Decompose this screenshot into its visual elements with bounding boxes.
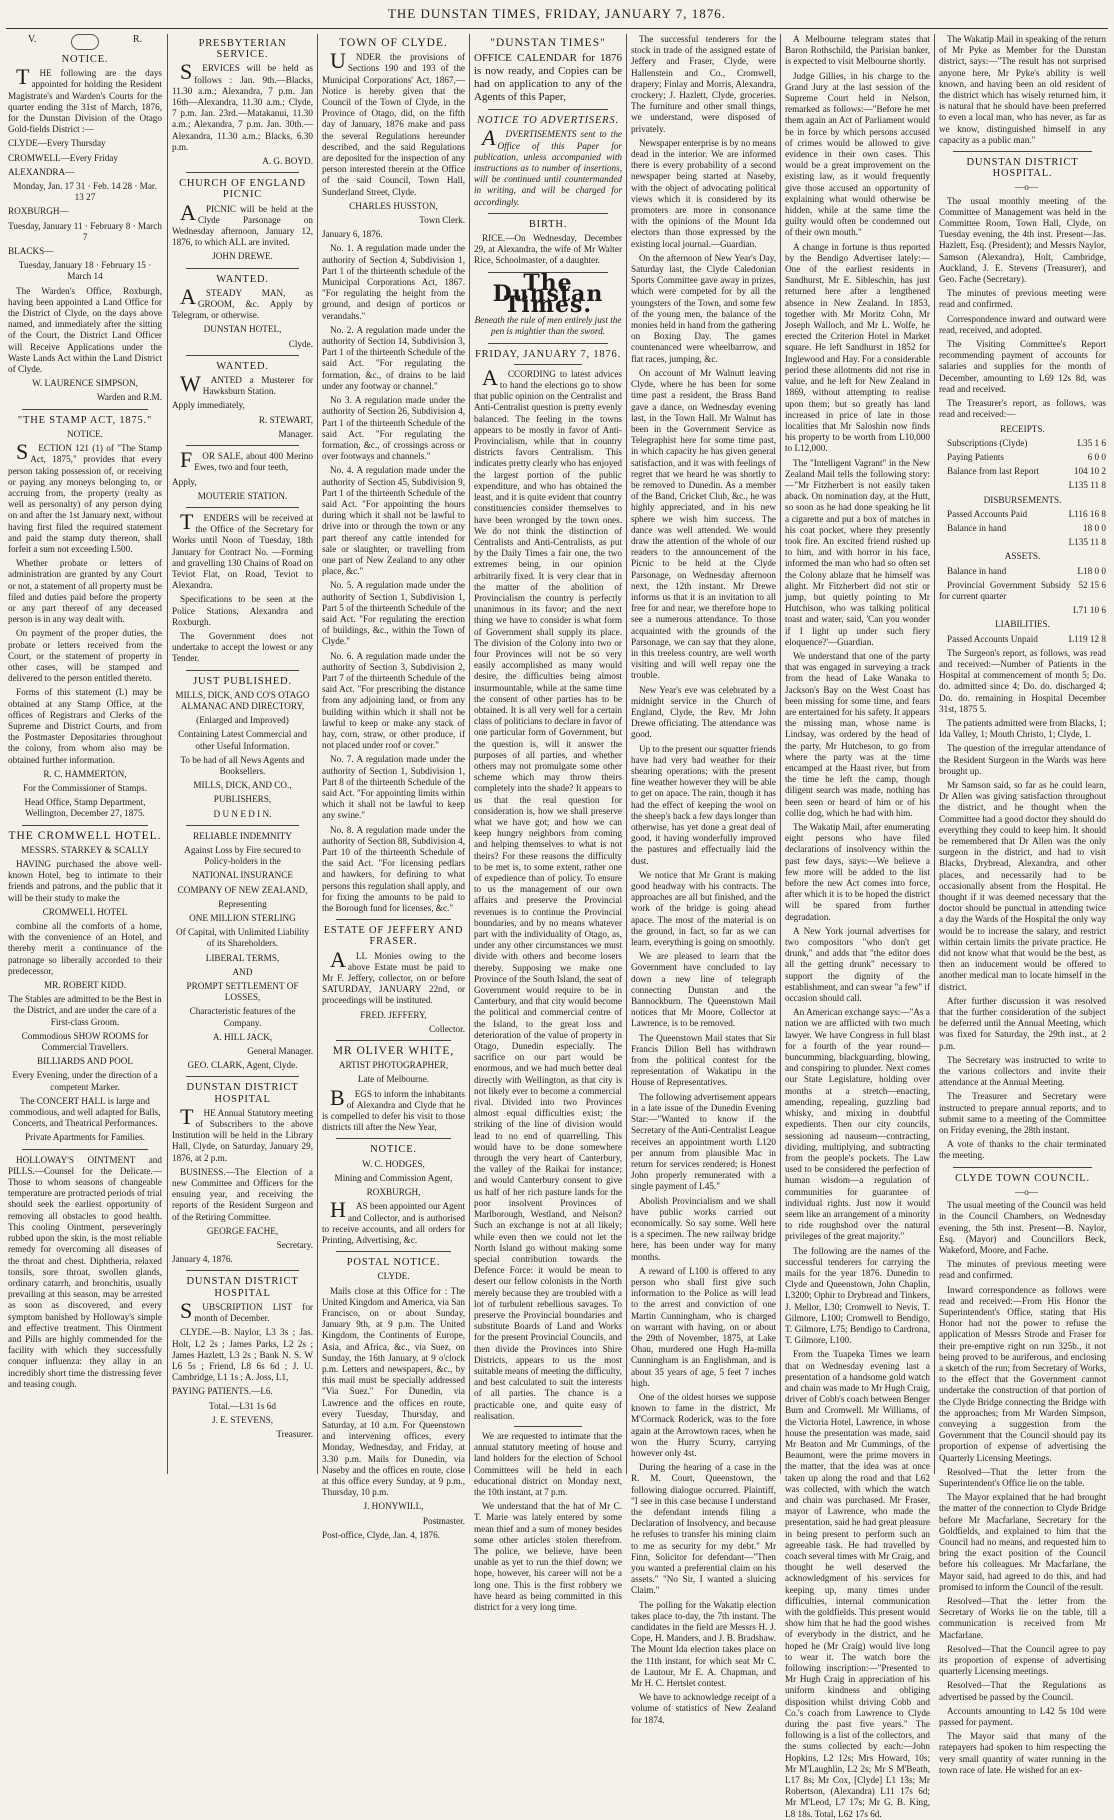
subscription-role: Treasurer. <box>276 1428 313 1439</box>
holloway-advert: HOLLOWAY'S OINTMENT and PILLS.—Counsel for the Delicate.—Those to whom seasons of changeable temperature are protracted periods of trial should seek the earliest opportunity of removing all obstacles to good health. This cooling Ointment, perseveringly rubbed upon the skin, is the most reliable remedy for overcoming all diseases of the throat and chest. Diphtheria, relaxed tonsils, sore throat, swollen glands, ordinary catarrh, and bronchitis, usually prevailing at this season, may be arrested as soon as discovered, and every symptom banished by Holloway's simple and effective treatment. This Ointment and Pills are highly commended for the facility with which they successfully conquer influenza: they allay in an incredibly short time the distressing fever and teasing cough. <box>8 1154 162 1389</box>
news-paragraph: On the afternoon of New Year's Day, Saturday last, the Clyde Caledonian Sports Committee gave away in prizes, which were competed for by all the youngsters of the Town, and some few of the young men, the balance of the monies held in hand from the gathering on Boxing Day. The games countenanced were wheelbarrow, and flat races, jumping, &c. <box>631 252 776 364</box>
hotel-paragraph: combine all the comforts of a home, with the convenience of an Hotel, and thereby merit a continuance of the patronage so liberally accorded to their predecessor, <box>8 921 162 976</box>
council-heading: CLYDE TOWN COUNCIL. <box>955 1172 1090 1184</box>
news-paragraph: New Year's eve was celebrated by a midnight service in the Church of England, Clyde, the Rev. Mr John Drewe officiating. The attendance was good. <box>631 684 776 740</box>
column-1 <box>4 34 166 1474</box>
photographer-role: ARTIST PHOTOGRAPHER, <box>338 1060 449 1071</box>
news-paragraph: On account of Mr Walnutt leaving Clyde, where he has been for some time past a resident, the Brass Band gave a dance, on Wednesday evening last, in the Town Hall. Mr Walnut has been in the Government Service as Telegraphist here for some time past, in which capacity he has given general satisfaction, and it was with feelings of regret that we heard he was shortly to be removed to Dunedin. As a member of the Band, Cricket Club, &c., he was highly appreciated, and in his new sphere we wish him success. The dance was well attended. We would draw the attention of the whole of our readers to the announcement of the Picnic to be held at the Clyde Parsonage, on Wednesday afternoon next, the 12th instant. Mr Drewe informs us that it is an invitation to all free for and near, we therefore hope to see a numerous attendance. To those acquainted with the grounds of the Parsonage, we can say that they alone, in this treeless country, are well worth visiting and will well repay one the trouble. <box>631 367 776 681</box>
published-paragraph: Containing Latest Commercial and other Useful Information. <box>178 729 307 751</box>
divider <box>22 1149 148 1150</box>
council-paragraph: Resolved—That the Regulations as advertised be passed by the Council. <box>939 1680 1106 1702</box>
hospital-heading: DUNSTAN DISTRICT HOSPITAL <box>186 1082 299 1105</box>
picnic-heading: CHURCH OF ENGLAND PICNIC <box>179 178 306 201</box>
divider <box>336 1138 451 1139</box>
subscription-body: SUBSCRIPTION LIST for month of December. <box>180 1297 313 1324</box>
stamp-signature: R. C. HAMMERTON, <box>43 768 127 779</box>
postal-heading: POSTAL NOTICE. <box>346 1257 441 1269</box>
divider <box>186 670 299 671</box>
calendar-heading: "DUNSTAN TIMES" <box>490 37 606 49</box>
receipts-heading: RECEIPTS. <box>1000 423 1045 434</box>
council-paragraph: The Mayor explained that he had brought the matter of the connection to Clyde Bridge before Mr Macfarlane, Secretary for the Goldfields, and explained to him that the Council had no means, and requested him to bring the exact position of the Council before his colleagues. Mr Macfarlane, the Mayor said, had agreed to do this, and had promised to inform the Council of the result. <box>939 1492 1106 1592</box>
hospital-date: January 4, 1876. <box>172 1254 233 1265</box>
tenders-body: TENDERS will be received at the Office of the Secretary for Works until Noon of Tuesday, 18th January for Contract No. —Forming and gravelling 130 Chains of Road on Teviot Flat, on Road, Teviot to Alexandra. <box>172 508 313 591</box>
insurance-name-2: COMPANY OF NEW ZEALAND, <box>177 884 308 895</box>
stamp-signature-role: For the Commissioner of Stamps. <box>23 782 147 793</box>
hospital-report-paragraph: The Treasurer's report, as follows, was read and received:— <box>939 398 1106 420</box>
account-label: Balance in hand <box>947 565 1007 576</box>
warden-body: The Warden's Office, Roxburgh, having been appointed a Land Office for the District of Clyde, on the days above named, and immediately after the sitting of the Court, the District Land Officer will Receive Applications under the Waste Lands Act within the Land District of Clyde. <box>8 285 162 375</box>
council-paragraph: The minutes of previous meeting were read and confirmed. <box>939 1259 1106 1281</box>
insurance-prompt: PROMPT SETTLEMENT OF LOSSES, <box>186 981 299 1003</box>
presbyterian-signature: A. G. BOYD. <box>262 156 313 167</box>
news-paragraph: We are pleased to learn that the Government have concluded to lay down a new line of telegraph connecting Dunstan and the Bannockburn. The Queenstown Mail notices that Mr Moore, Collector at Lawrence, is to be removed. <box>631 951 776 1029</box>
hotel-heading: THE CROMWELL HOTEL. <box>8 829 162 842</box>
account-label: Provincial Government Subsidy for current quarter <box>939 579 1071 601</box>
wanted-role: Manager. <box>278 428 313 439</box>
picnic-signature: JOHN DREWE. <box>212 251 273 262</box>
insurance-terms: LIBERAL TERMS, <box>205 952 280 963</box>
news-paragraph: From the Tuapeka Times we learn that on Wednesday evening last a presentation of a handsome gold watch and chain was made to Mr Hugh Craig, driver of Cobb's coach between Benger Burn and Cromwell. Mr Williams, of the Victoria Hotel, Lawrence, in whose house the presentation was made, said Mr Beaton and Mr Cummings, of the Beaumont, were the prime movers in the matter, that the idea was at once taken up along the road and that L62 was collected, with which the watch and chain was purchased. Mr Fraser, mayor of Lawrence, who made the presentation, said he had great pleasure in being present to perform such an agreeable task. He had travelled by coach several times with Mr Craig, and thought he well deserved the acknowledgment of his services for keeping up, many times under difficulties, internal communication with the goldfields. This present would show him that he had the good wishes of everybody in the district, and he hoped he (Mr Craig) would live long to wear it. The watch bore the following inscription:—"Presented to Mr Hugh Craig in appreciation of his uniform kindness and obliging disposition whilst driving Cobb and Co.'s coach from Lawrence to Clyde during the past five years." The following is a list of the collectors, and the sums collected by each:—John Hopkins, L2 12s; Mrs Howard, 10s; Mr M'Laughlin, L2 2s; Mr S M'Beath, L17 8s; Mr Cox, [Clyde] L1 13s; Mr Robertson, (Alexandra) L11 17s 6d; Mr M'Leod, L7 17s; Mr G. B. King, L8 18s. Total, L62 17s 6d. <box>785 1349 930 1819</box>
postal-signature: J. HONYWILL, <box>363 1501 424 1512</box>
hotel-paragraph: BILLIARDS AND POOL <box>37 1056 133 1067</box>
regulation-item: No. 7. A regulation made under the authority of Section 1, Subdivision 1, Part 8 of the thirteenth Schedule of the said Act. "For appointing limits within which it shall not be lawful to keep any swine." <box>322 754 465 821</box>
account-value: 52 15 6 <box>1078 579 1106 590</box>
account-value: L116 16 8 <box>1068 508 1106 519</box>
stamp-paragraph: Forms of this statement (L) may be obtained at any Stamp Office, at the offices of Registrars and Clerks of the Supreme and District Courts, and from the Postmaster Depositaries throughout the colony, from whom also may be obtained further information. <box>8 687 162 765</box>
account-row <box>939 452 1106 463</box>
court-roxburgh-dates: Tuesday, January 11 · February 8 · March 7 <box>8 220 162 242</box>
postal-date: Post-office, Clyde, Jan. 4, 1876. <box>322 1529 440 1540</box>
column-3 <box>318 34 469 1540</box>
published-place: D U N E D I N. <box>213 808 272 819</box>
regulation-item: No. 5. A regulation made under the authority of Section 1, Subdivision 1, Part 5 of the thirteenth Schedule of the said Act. "For regulating the erection of buildings, &c., within the Town of Clyde." <box>322 580 465 647</box>
court-blacks-dates: Tuesday, January 18 · February 15 · March 14 <box>18 260 152 282</box>
divider <box>186 445 299 446</box>
council-paragraph: Inward correspondence as follows were read and received:—From His Honor the Superintendent's Office, stating that His Honor had not the power to refuse the application of Messrs Strode and Fraser for their pre-emptive right on run 325b., it not being proved to be auriferous, and enclosing a sketch of the run; from Secretary of Works, to the effect that the Government cannot undertake the construction of that portion of the Clyde Bridge connecting the Bridge with the approaches; from Mr Warden Simpson, conveying a suggestion from the Government that the Council should pay its proportion of expense of advertising the Quarterly Licensing Meetings. <box>939 1284 1106 1463</box>
account-row <box>939 466 1106 477</box>
crest-letter-r: R. <box>132 34 142 45</box>
regulation-item: No. 2. A regulation made under the authority of Section 14, Subdivision 3, Part 1 of the thirteenth Schedule of the said Act. "For regulating the formation, &c., of drains to be laid under any footway or channel." <box>322 324 465 391</box>
hotel-paragraph: Every Evening, under the direction of a competent Marker. <box>12 1070 158 1092</box>
insurance-agent: GEO. CLARK, Agent, Clyde. <box>187 1060 298 1071</box>
divider <box>336 1040 451 1041</box>
account-row <box>939 523 1106 534</box>
subscription-list: CLYDE.—B. Naylor, L3 3s ; Jas. Holt, L2 2s ; James Parks, L2 2s ; James Hazlett, L3 2s ; Bank N. S. W L6 5s ; Friend, L8 6s 6d ; J. U. Cambridge, L1 1s ; A. Joss, L1, <box>172 1327 313 1383</box>
stamp-notice-heading: NOTICE. <box>67 428 103 439</box>
account-value: L35 1 6 <box>1077 437 1106 448</box>
hotel-paragraph: Private Apartments for Families. <box>25 1132 145 1143</box>
hotel-name: CROMWELL HOTEL <box>42 906 128 917</box>
stamp-signature-place: Head Office, Stamp Department, Wellington, December 27, 1875. <box>24 797 146 819</box>
subscription-paying: PAYING PATIENTS.—L6. <box>172 1386 273 1397</box>
paper-title: The Dunstan Times. <box>492 269 604 319</box>
hospital-report-heading: DUNSTAN DISTRICT HOSPITAL. <box>966 157 1079 180</box>
divider <box>488 109 608 110</box>
account-row <box>939 580 1106 602</box>
account-value: 104 10 2 <box>1073 466 1106 477</box>
insurance-role: General Manager. <box>247 1046 313 1057</box>
stamp-act-heading: "THE STAMP ACT, 1875." <box>17 414 153 426</box>
published-sub: (Enlarged and Improved) <box>196 715 289 726</box>
insurance-signature: A. HILL JACK, <box>212 1031 273 1042</box>
council-paragraph: Accounts amounting to L42 5s 10d were passed for payment. <box>939 1705 1106 1728</box>
divider <box>22 825 148 826</box>
published-body: MILLS, DICK, AND CO'S OTAGO ALMANAC AND DIRECTORY, <box>175 689 310 711</box>
divider <box>488 213 608 214</box>
hospital-signature: GEORGE FACHE, <box>206 1225 279 1236</box>
news-paragraph: We understand that one of the party that was engaged in surveying a track from the head of Lake Wanaka to Jackson's Bay on the West Coast has been missing for some time, and fears are entertained for his safety. It appears the missing man, whose name is Lindsay, was ordered by the head of the party, Mr Hutcheson, to go from where the party was at the time encamped at the Haast river, but from the time he left the camp, though diligent search was made, nothing has been seen or heard of him or of his collie dog, which he had with him. <box>785 650 930 818</box>
stamp-paragraph: Whether probate or letters of administration are granted by any Court or not, a statement of all property must be filed and duties paid before the property or any part thereof of any deceased person is in any way dealt with. <box>8 558 162 625</box>
coat-of-arms-icon <box>71 34 99 50</box>
hotel-predecessor: MR. ROBERT KIDD. <box>44 980 126 991</box>
account-row <box>939 634 1106 645</box>
news-paragraph: A New York journal advertises for two compositors "who don't get drunk," and adds that "the editor does all the getting drunk" necessary to support the dignity of the establishment, and can swear "a few" if occasion should call. <box>785 925 931 1004</box>
town-heading: TOWN OF CLYDE. <box>339 37 448 49</box>
account-total: L135 11 8 <box>1068 537 1106 548</box>
town-role: Town Clerk. <box>419 215 465 226</box>
sale-apply: Apply, <box>172 476 197 487</box>
notice-heading: NOTICE. <box>370 1144 417 1156</box>
hospital-report-paragraph: The patients admitted were from Blacks, 1; Ida Valley, 1; Mouth Christo, 1; Clyde, 1. <box>939 717 1106 740</box>
insurance-features: Characteristic features of the Company. <box>189 1006 296 1028</box>
masthead: THE DUNSTAN TIMES, FRIDAY, JANUARY 7, 1876. <box>387 6 727 21</box>
court-cromwell: CROMWELL—Every Friday <box>8 152 118 163</box>
insurance-capital-2: Of Capital, with Unlimited Liability of its Shareholders. <box>176 927 309 949</box>
warden-signature: W. LAURENCE SIMPSON, <box>32 378 138 389</box>
divider <box>488 343 608 344</box>
news-paragraph: An American exchange says:—"As a nation we are afflicted with two much lawyer. We have Congress in full blast for a fourth of the year round—buncumming, blackguarding, blowing, and conspiring to plunder. Next comes our State Legislature, holding over months at a stretch—enacting, amending, repealing, guzzling bad whisky, and mixing in doubtful expedients. Then our city councils, sessioning ad nauseam—contracting, dividing, multiplying, and subtracting from the people's pockets. The Law used to be considered the perfection of human wisdom—a regulation of communities for guarantee of individual rights. Just now it would seem like an arrangement of a minority to ride roughshod over the natural privileges of the great majority." <box>785 1007 930 1242</box>
picnic-body: APICNIC will be held at the Clyde Parsonage on Wednesday afternoon, January 12, 1876, to which ALL are invited. <box>172 199 313 248</box>
news-paragraph: One of the oldest horses we suppose known to fame in the district, Mr M'Cormack Roderick, was to the fore again at the Arrowtown races, when he won the Hurry Scurry, carrying however only 4st. <box>631 1391 776 1458</box>
paper-motto <box>474 315 622 337</box>
hotel-paragraph: The Stables are admitted to be the Best in the District, and are under the care of a First-class Groom. <box>8 994 162 1027</box>
regulation-item: No. 6. A regulation made under the authority of Section 3, Subdivision 2, Part 7 of the thirteenth Schedule of the said Act. "For prescribing the distance from any adjoining land, or from any building within which it shall not be lawful to keep or make any stack of hay, corn, straw, or other produce, if not placed under roof or cover." <box>322 650 465 751</box>
divider <box>22 409 148 410</box>
hospital-report-paragraph: Correspondence inward and outward were read, received, and adopted. <box>939 313 1106 335</box>
dash-ornament: —o— <box>1015 1186 1038 1197</box>
hospital-report-paragraph: The Treasurer and Secretary were instructed to prepare annual reports, and to submit same to a meeting of the Committee on Friday evening, the 28th instant. <box>939 1091 1106 1136</box>
hospital-body: THE Annual Statutory meeting of Subscribers to the above Institution will be held in the Library Hall, Clyde, on Saturday, January 29, 1876, at 2 p.m. <box>172 1103 313 1163</box>
council-paragraph: Resolved—That the letter from the Superintendent's Office lie on the table. <box>939 1466 1106 1488</box>
sale-signature: MOUTERIE STATION. <box>197 490 288 501</box>
hospital-report-paragraph: After further discussion it was resolved that the further consideration of the subject be deferred until the Annual Meeting, which was fixed for Saturday, the 29th inst., at 2 p.m. <box>939 995 1106 1051</box>
dateline: FRIDAY, JANUARY 7, 1876. <box>474 348 621 360</box>
birth-heading: BIRTH. <box>528 218 568 230</box>
wanted-body: WANTED a Musterer for Hawksburn Station. <box>180 371 313 397</box>
court-alexandra: ALEXANDRA— <box>8 166 75 177</box>
council-paragraph: Resolved—That the letter from the Secretary of Works lie on the table, till a communication is received from Mr Macfarlane. <box>939 1596 1106 1640</box>
liabilities-heading: LIABILITIES. <box>995 619 1050 630</box>
dash-ornament: —o— <box>1015 182 1038 193</box>
crest-letter-v: V. <box>28 34 37 45</box>
advertisers-heading <box>474 115 622 126</box>
news-paragraph: The "Intelligent Vagrant" in the New Zealand Mail tells the following story:—"Mr Fitzherbert is not easily taken aback. On nomination day, at the Hutt, so soon as he had done speaking he lit a cigarette and put a box of matches in his coat pocket, where they presently took fire. An excited friend rushed up to him, and with horror in his face, informed the man who had so often set the Colony ablaze that he himself was alight. Mr Fitzherbert did not stir or jump, but quietly pointing to Mr Hutchison, who was talking political toast and water, said, 'Can you wonder if I light up under such fiery eloquence?'—Guardian. <box>785 457 930 647</box>
insurance-name: NATIONAL INSURANCE <box>192 870 293 881</box>
account-label: Paying Patients <box>947 451 1004 462</box>
hospital-report-paragraph: The Secretary was instructed to write to the various collectors and invite their attendance at the Annual Meeting. <box>939 1054 1106 1088</box>
calendar-body: OFFICE CALENDAR for 1876 is now ready, and Copies can be had on application to any of the Agents of this Paper, <box>474 52 622 104</box>
divider <box>186 172 299 173</box>
regulation-item: No. 4. A regulation made under the authority of Section 45, Subdivision 9, Part 1 of the thirteenth Schedule of the said Act. "For appointing the hours during which it shall not be lawful to drive into or through the town or any part thereof any cattle intended for sale or slaughter, or travelling from one part of New Zealand to any other place, &c." <box>322 465 465 577</box>
notice-heading: NOTICE. <box>61 54 109 65</box>
hotel-owners: MESSRS. STARKEY & SCALLY <box>21 844 149 855</box>
royal-crest <box>8 34 162 50</box>
agent-role: Mining and Commission Agent, <box>334 1172 453 1183</box>
photographer-late: Late of Melbourne. <box>357 1074 430 1085</box>
divider <box>336 1251 451 1252</box>
account-row <box>939 509 1106 520</box>
divider <box>953 151 1092 152</box>
top-rule <box>6 28 1108 29</box>
presbyterian-heading: PRESBYTERIAN SERVICE. <box>198 38 287 61</box>
news-paragraph: Abolish Provincialism and we shall have public works carried out economically. So say some. Well here is a specimen. The new railway bridge here, has been under way for many months. <box>631 1195 776 1262</box>
news-paragraph: A reward of L100 is offered to any person who shall first give such information to the Police as will lead to the arrest and conviction of one Martin Cunningham, who is charged on warrant with having, on or about the 29th of November, 1875, at Lake Ohau, murdered one Hugh Ha-milla Cunningham is an Englishman, and is about 35 years of age, 5 feet 7 inches high. <box>631 1265 776 1388</box>
wanted-body: ASTEADY MAN, as GROOM, &c. Apply by Telegram, or otherwise. <box>172 283 313 321</box>
regulation-item: No 3. A regulation made under the authority of Section 26, Subdivision 4, Part 1 of the thirteenth Schedule of the said Act. "For regulating the formation, &c., of crossings across or over footways and channels." <box>322 395 465 462</box>
divider <box>186 825 299 826</box>
wanted-place: Clyde. <box>288 338 313 349</box>
news-paragraph: A Melbourne telegram states that Baron Rothschild, the Parisian banker, is expected to visit Melbourne shortly. <box>785 34 930 67</box>
hospital-report-paragraph: A vote of thanks to the chair terminated the meeting. <box>939 1139 1106 1161</box>
column-2 <box>168 34 317 1474</box>
account-value: 6 0 0 <box>1087 451 1106 462</box>
wanted-heading: WANTED. <box>216 360 269 372</box>
news-paragraph: The polling for the Wakatip election takes place to-day, the 7th instant. The candidates in the field are Messrs H. J. Cope, H. Manders, and J. B. Bradshaw. The Mount Ida election takes place on the 11th instant, for which seat Mr C. de Lautour, Mr E. A. Chapman, and Mr H. C. Hertslet contest. <box>631 1599 776 1689</box>
town-date: January 6, 1876. <box>322 229 383 240</box>
disbursements-heading: DISBURSEMENTS. <box>983 494 1062 505</box>
divider <box>186 355 299 356</box>
insurance-and: AND <box>232 966 253 977</box>
news-paragraph: Newspaper enterprise is by no means dead in the interior. We are informed there is every probability of a second newspaper being started at Naseby, with the object of advocating political views which it is considered by its promoters are more in consonance with the opinions of the Mount Ida electors than those expressed by the existing local journal.—Guardian. <box>631 137 777 249</box>
hotel-paragraph: The CONCERT HALL is large and commodious, and well adapted for Balls, Concerts, and Theatrical Performances. <box>9 1095 161 1129</box>
hospital-report-paragraph: Mr Samson said, so far as he could learn, Dr Allen was giving satisfaction throughout the district, and he thought when the Committee had a good doctor they should do everything they could to keep him. It should be remembered that Dr Allen was the only surgeon in the district, and had to visit Blacks, Drybread, Alexandra, and other places, and necessarily had to be occasionally absent from the Hospital. He thought if it was deemed necessary that the doctor should be punctual in attending twice a day the Wards of the Hospital the only way would be to increase the salary, and restrict within certain limits the private practice. He did not know what that would be the best, as then an inducement would be offered to another medical man to locate himself in the district. <box>939 779 1106 992</box>
hospital-business: BUSINESS.—The Election of a new Committee and Officers for the ensuing year, and receiving the reports of the Resident Surgeon and of the Retiring Committee. <box>172 1166 313 1222</box>
news-paragraph: The Queenstown Mail states that Sir Francis Dillon Bell has withdrawn from the political contest for the representation of Wakatipu in the House of Representatives. <box>631 1032 776 1088</box>
town-body: UNDER the provisions of Sections 190 and 193 of the Municipal Corporations' Act, 1867,—Notice is hereby given that the Council of the Town of Clyde, in the Province of Otago, did, on the fifth day of January, 1876 make and pass the several Regulations hereunder described, and the said Regulations are deposited for the inspection of any person interested therein at the Office of the said Council, Town Hall, Sunderland Street, Clyde. <box>322 48 465 197</box>
wanted-signature: DUNSTAN HOTEL, <box>203 324 282 335</box>
estate-body: ALL Monies owing to the above Estate must be paid to Mr F. Jeffery, collector, on or before SATURDAY, JANUARY 22nd, or proceedings will be instituted. <box>322 946 465 1006</box>
paper-motto-text: Beneath the rule of men entirely just the pen is mightier than the sword. <box>474 315 622 337</box>
subscription-heading: DUNSTAN DISTRICT HOSPITAL <box>186 1276 299 1299</box>
stamp-paragraph: On payment of the proper duties, the probate or letters received from the Court, or the statement of property in other cases, will be stamped and delivered to the person entitled thereto. <box>8 628 162 684</box>
photographer-name: MR OLIVER WHITE, <box>332 1045 455 1058</box>
divider <box>514 364 582 365</box>
presbyterian-body: SERVICES will be held as follows : Jan. 9th.—Blacks, 11.30 a.m.; Alexandra, 7 p.m. Jan 16th—Alexandra, 11.30 a.m.; Clyde, 7 p.m. Jan. 23rd.—Matakanui, 11.30 a.m.; Alexandra, 7 p.m. Jan. 30th.—Alexandra, 11.30 a.m.; Blacks, 6.30 p.m. <box>172 59 313 152</box>
news-paragraph: A change in fortune is thus reported by the Bendigo Advertiser lately:—One of the earliest residents in Sandhurst, Mr E. Sibleschin, has just returned here after a lengthened absence in New Zealand. In 1853, together with Mr Moritz Cohn, Mr Joseph Walloch, and Mr L. Wolfe, he erected the Criterion Hotel in Market square. He left Sandhurst in 1852 for Inglewood and Hay. For a considerable period these allotments did not rise in value, and he left for New Zealand in 1869, without attempting to realise upon them; but so greatly has land increased in price of late in those localities that Mr Saloshin now finds his property to be worth from L10,000 to L12,000. <box>785 241 930 454</box>
wanted-signature: R. STEWART, <box>258 414 313 425</box>
court-blacks: BLACKS— <box>8 246 54 257</box>
estate-signature: FRED. JEFFERY, <box>360 1009 427 1020</box>
tenders-paragraph: The Government does not undertake to accept the lowest or any Tender. <box>172 630 313 664</box>
notice-body: THE following are the days appointed for holding the Resident Magistrate's and Warden's Courts for the quarter ending the 31st of March, 1876, for the Dunstan Division of the Otago Gold-fields District :— <box>8 64 162 135</box>
column-5 <box>627 34 780 1725</box>
council-paragraph: The Mayor said that many of the ratepayers had spoken to him respecting the very small quantity of water running in the town race of late. He wished for an ex- <box>939 1731 1106 1775</box>
court-alexandra-dates: Monday, Jan. 17 31 · Feb. 14 28 · Mar. 13 27 <box>13 181 157 203</box>
account-total: L135 11 8 <box>1068 480 1106 491</box>
hospital-report-paragraph: The Visiting Committee's Report recommending payment of accounts for salaries and supplies for the month of December, amounting to L69 12s 8d, was read and received. <box>939 339 1106 394</box>
hospital-report-paragraph: The question of the irregular attendance of the Resident Surgeon in the Wards was here brought up. <box>939 743 1106 776</box>
published-signature: MILLS, DICK, AND CO., <box>193 780 292 791</box>
column-4 <box>470 34 626 1612</box>
hotel-paragraph: Commodious SHOW ROOMS for Commercial Travellers. <box>21 1030 149 1053</box>
regulation-item: No. 8. A regulation made under the authority of Section 88, Subdivision 4, Part 10 of the thirteenth Schedule of the said Act. "For licensing pedlars and hawkers, for defining to what persons this regulation shall apply, and for fixing the amounts to be paid to the Borough fund for licenses, &c." <box>322 824 465 914</box>
account-row <box>939 438 1106 449</box>
estate-role: Collector. <box>429 1023 465 1034</box>
hotel-paragraph: HAVING purchased the above well-known Hotel, beg to intimate to their friends and patrons, and the public that it will be their study to make the <box>8 859 162 903</box>
account-value: L18 0 0 <box>1077 565 1106 576</box>
divider <box>336 919 451 920</box>
tenders-paragraph: Specifications to be seen at the Police Stations, Alexandra and Roxburgh. <box>172 594 313 627</box>
column-7 <box>935 34 1110 1775</box>
advertisers-body <box>474 125 622 207</box>
account-label: Subscriptions (Clyde) <box>947 437 1028 448</box>
warden-title: Warden and R.M. <box>96 392 162 403</box>
account-label: Passed Accounts Unpaid <box>947 633 1038 644</box>
advertisers-heading-text: NOTICE TO ADVERTISERS. <box>477 115 619 127</box>
news-paragraph: The following advertisement appears in a late issue of the Dunedin Evening Star:—"Wanted to know if the Secretary of the Anti-Centralist League receives an appointment worth L120 per annum from plausible Mac in return for services rendered; is Honest John properly remunerated with a single payment of L45." <box>631 1091 776 1192</box>
news-paragraph: We have to acknowledge receipt of a volume of statistics of New Zealand for 1874. <box>631 1692 776 1725</box>
council-paragraph: Resolved—That the Council agree to pay its proportion of expense of advertising quarterly Licensing meetings. <box>939 1643 1106 1677</box>
news-paragraph: We notice that Mr Grant is making good headway with his contracts. The approaches are all but finished, and the work of the bridge is going ahead apace. The most of the material is on the ground, in fact, so far as we can learn, everything is going on smoothly. <box>631 869 776 948</box>
account-label: Passed Accounts Paid <box>947 508 1028 519</box>
divider <box>953 1167 1092 1168</box>
hospital-report-paragraph: The Surgeon's report, as follows, was read and received:—Number of Patients in the Hospital at commencement of month 5; Do. do. admitted since 4; Do. do. discharged 4; Do. do. remaining in Hospital December 31st, 1875 5. <box>939 647 1106 714</box>
court-roxburgh: ROXBURGH— <box>8 206 69 217</box>
editorial-paragraph: We understand that the hat of Mr C. T. Marie was lately entered by some mean thief and a sum of money besides some other articles stolen therefrom. The police, we believe, have been unable as yet to run the thief down; we hope, however, his career will not be a long one. This is the first robbery we have heard as being committed in this district for a very long time. <box>474 1501 622 1612</box>
hospital-role: Secretary. <box>276 1240 313 1251</box>
news-paragraph: Judge Gillies, in his charge to the Grand Jury at the last session of the Supreme Court held in Nelson, remarked as follows:—"Before he met them again an Act of Parliament would be in force by which persons accused of crimes would be allowed to give evidence in their own cases. This would be a great improvement on the existing law, as it would frequently give those accused an opportunity of explaining what would otherwise be hidden, while at the same time the guilty would often be condemned out of their own mouth." <box>785 70 930 238</box>
account-total: L71 10 6 <box>1072 605 1106 616</box>
insurance-tag: RELIABLE INDEMNITY <box>193 830 292 841</box>
wanted-heading: WANTED. <box>216 273 269 285</box>
postal-place: CLYDE. <box>377 1271 410 1282</box>
published-paragraph: To be had of all News Agents and Booksellers. <box>180 754 305 776</box>
published-heading: JUST PUBLISHED. <box>193 675 292 687</box>
divider <box>186 1270 299 1271</box>
divider <box>186 507 299 508</box>
postal-role: Postmaster. <box>422 1515 465 1526</box>
editorial-paragraph: ACCORDING to latest advices to hand the elections go to show that public opinion on the Centralist and Anti-Centralist question is pretty evenly balanced. The feeling in the towns appears to be mostly in favor of Anti-Provincialism, while that in country districts favors Centralism. This indicates pretty clearly who has enjoyed the largest portion of the public expenditure, and who has obtained the least, and it is quite evident that country constituencies consider themselves to have been wronged by the town ones. We do not think the distinction of Centralists and Anti-Centralists, as put by the Daily Times a fair one, the two extremes being, in our opinion arbitrarily fixed. It is very clear that in the matter of the abolition of Provincialism the country is perfectly unanimous in its favor; and the next thing we have to consider is what form of Government shall supply its place. The division of the Colony into two or four Provinces will not be so very easily accomplished as many would desire, the difficulties being almost insurmountable, while at the same time the consent of other parties has to be obtained. It is all very well for a certain class of politicians to declare in favor of one particular form of Government, but the question is, will it answer the purposes of all parties, and whether others may not promulgate some other scheme which may throw theirs completely into the shade? It appears to us that the real question for consideration is, how we shall preserve what we have got; and how we can keep hungry neighbors from coming and helping themselves to what is not theirs? For these reasons the difficulty to be met is, to some extent, rather one of expedience than of policy. To ensure to us the management of our own affairs and preserve the Provincial revenues is to continue the Provincial boundaries, and by no means whatever part with the individuality of Otago, as, under any other circumstances we must divide with others and become losers thereby. Supposing we make one Province of the South Island, the seat of Government would require to be in Canterbury, and that city would become the political and commercial centre of the Island, to the great loss and deterioration of the value of property in Otago, Dunedin especially. The sacrifice on our part would be enormous, and we had much better deal directly with Wellington, as that city is not likely ever to become a commercial rival. Divided into two Provinces almost equal difficulties exist; the striking of the line of division would lead to no end of quarrelling. This would have to be done somewhere through the very heart of Canterbury, the valley of the Raikai for instance; and would Canterbury consent to give us half of her rich pasture lands for the poor insolvent Provinces of Marlborough, Westland, and Nelson? Such an exchange is not at all likely; while even then we could not let the North Island go without making some special contribution towards the Defence Force: it would be mean to desert our fellow colonists in the North merely because they are troubled with a lot of turbulent rebellious savages. To preserve the Provincial boundaries and substitute Boards of Land and Works for the present Provincial Councils, and then divide the Provinces into Shire Districts, appears to us the most suitable means of meeting the difficulty, and best calculated to suit the interests of all parties. The chance is a practicable one, and quite easy of realisation. <box>474 364 622 1421</box>
advertisers-body-text: ADVERTISEMENTS sent to the Office of this Paper for publication, unless accompanied with instructions as to number of insertions, will be continued until countermanded in writing, and will be charged for accordingly. <box>474 125 622 207</box>
agent-name: W. C. HODGES, <box>362 1158 425 1169</box>
news-paragraph: Up to the present our squatter friends have had very bad weather for their shearing operations; with the present fine weather however they will be able to get on apace. The rain, though it has had the effect of keeping the wool on the sheep's back a few days longer than otherwise, has yet done a great deal of good, it having wonderfully improved the pastures and effectually laid the dust. <box>631 743 776 866</box>
subscription-signature: J. E. STEVENS, <box>212 1414 273 1425</box>
stamp-paragraph: SECTION 121 (1) of "The Stamp Act, 1875," provides that every person taking possession of, or receiving or paying any moneys belonging to, or accruing from, the property (realty as well as personalty) of any person dying on and after the 1st January next, without having first filed the required statement and paid the stamp duty thereon, shall forfeit a sum not exceeding L500. <box>8 439 162 554</box>
agent-body: HAS been appointed our Agent and Collector, and is authorised to receive accounts, and all orders for Printing, Advertising, &c. <box>322 1197 465 1245</box>
divider <box>514 1426 582 1427</box>
news-paragraph: The Wakatip Mail in speaking of the return of Mr Pyke as Member for the Dunstan district, says:—"The result has not surprised anyone here, Mr Pyke's ability is well known, and having been an old resident of the district which has wisely returned him, it is natural that he should have been preferred to even a local man, who has never, as far as we know, distinguished himself in any capacity as a public man." <box>939 34 1106 145</box>
divider <box>186 268 299 269</box>
subscription-total: Total.—L31 1s 6d <box>209 1400 276 1411</box>
news-paragraph: The successful tenderers for the stock in trade of the assigned estate of Jeffery and Fraser, Clyde, were Hallenstein and Co., Cromwell, drapery; Finlay and Morris, Alexandra, crockery; J. Hazlett, Clyde, groceries. The furniture and other small things, we understand, were disposed of privately. <box>631 34 776 134</box>
news-paragraph: The Wakatip Mail, after enumerating eight persons who have filed declarations of insolvency within the past few days, says:—We believe a few more will be added to the list before the new Act comes into force, after which it is to be hoped the district will be spared from further degradation. <box>785 822 930 922</box>
account-label: Balance in hand <box>947 522 1007 533</box>
published-role: PUBLISHERS, <box>213 794 272 805</box>
regulation-item: No. 1. A regulation made under the authority of Section 4, Subdivision 1, Part 1 of the thirteenth schedule of the Municipal Corporations Act, 1867. "For regulating the height from the ground, and design of porticos or verandahs." <box>322 243 465 321</box>
column-6 <box>781 34 934 1819</box>
postal-body: Mails close at this Office for : The United Kingdom and America, via San Francisco, on or about Sunday, January 9th, at 9 p.m. The United Kingdom, the Continents of Europe, Asia, and Africa, &c., via Suez, on Sunday, the 16th January, at 9 o'clock p.m. Letters and newspapers, &c., by this mail must be specially addressed "Via Suez." For Dunedin, via Lawrence and the offices en route, every Tuesday, Thursday, and Saturday, at 10 a.m. For Queenstown and intervening offices, every Monday, Wednesday, and Friday, at 3.30 p.m. Mails for Dunedin, via Naseby and the offices en route, close at this office every Sunday, at 9 p.m., Thursday, 10 p.m. <box>322 1285 465 1498</box>
court-clyde: CLYDE—Every Thursday <box>8 138 106 149</box>
news-paragraph: The following are the names of the successful tenderers for carrying the mails for the year 1876. Dunedin to Clyde and Queenstown, John Chaplin, L3200; Ophir to Drybread and Tinkers, J. Mellor, L30; Cromwell to Nevis, T. Gilmore, L100; Cromwell to Bendigo, T. Gilmore, L75; Bendigo to Cardrona, T. Gilmore, L100. <box>785 1245 930 1346</box>
divider <box>186 1076 299 1077</box>
hospital-report-paragraph: The minutes of previous meeting were read and confirmed. <box>939 288 1106 310</box>
sale-body: FOR SALE, about 400 Merino Ewes, two and four teeth, <box>180 447 313 473</box>
hospital-report-paragraph: The usual monthly meeting of the Committee of Management was held in the Committee Room, Town Hall, Clyde, on Tuesday evening, the 4th inst. Present—Jas. Hazlett, Esq. (President); and Messrs Naylor, Samson (Alexandra), Holt, Cambridge, Auckland, J. E. Stevens (Treasurer), and Geo. Fache (Secretary). <box>939 195 1106 285</box>
insurance-sub: Against Loss by Fire secured to Policy-holders in the <box>184 844 301 867</box>
assets-heading: ASSETS. <box>1004 551 1041 562</box>
photographer-body: BEGS to inform the inhabitants of Alexandra and Clyde that he is compelled to defer his visit to those districts till after the New Year, <box>322 1084 465 1133</box>
account-row <box>939 566 1106 577</box>
town-signature: CHARLES HUSSTON, <box>349 200 438 211</box>
insurance-rep: Representing <box>218 898 267 909</box>
wanted-apply: Apply immediately, <box>172 400 245 411</box>
editorial-paragraph: We are requested to intimate that the annual statutory meeting of house and land holders for the election of School Committees will be held in each educational district on Monday next, the 10th instant, at 7 p.m. <box>474 1430 622 1497</box>
news-paragraph: During the hearing of a case in the R. M. Court, Queenstown, the following dialogue occurred. Plaintiff, "I see in this case because I understand the defendant intends filing a Declaration of Insolvency, and because he refuses to transfer his mining claim to me as security for my debt." Mr Finn, Solicitor for defendant—"Then you wanted a preferential claim on his assets." "No Sir, I wanted a sluicing Claim." <box>631 1462 776 1596</box>
council-paragraph: The usual meeting of the Council was held in the Council Chambers, on Wednesday evening, the 5th inst. Present—B. Naylor, Esq. (Mayor) and Councillors Beck, Wakeford, Moore, and Fache. <box>939 1200 1106 1255</box>
account-value: 18 0 0 <box>1083 522 1106 533</box>
estate-heading: ESTATE OF JEFFERY AND FRASER. <box>323 925 464 948</box>
birth-body: RICE.—On Wednesday, December 29, at Alexandra, the wife of Mr Walter Rice, Schoolmaster, of a daughter. <box>474 233 622 266</box>
account-value: L119 12 8 <box>1068 633 1106 644</box>
insurance-capital: ONE MILLION STERLING <box>189 913 296 923</box>
agent-place: ROXBURGH, <box>366 1187 421 1198</box>
account-label: Balance from last Report <box>947 466 1040 477</box>
